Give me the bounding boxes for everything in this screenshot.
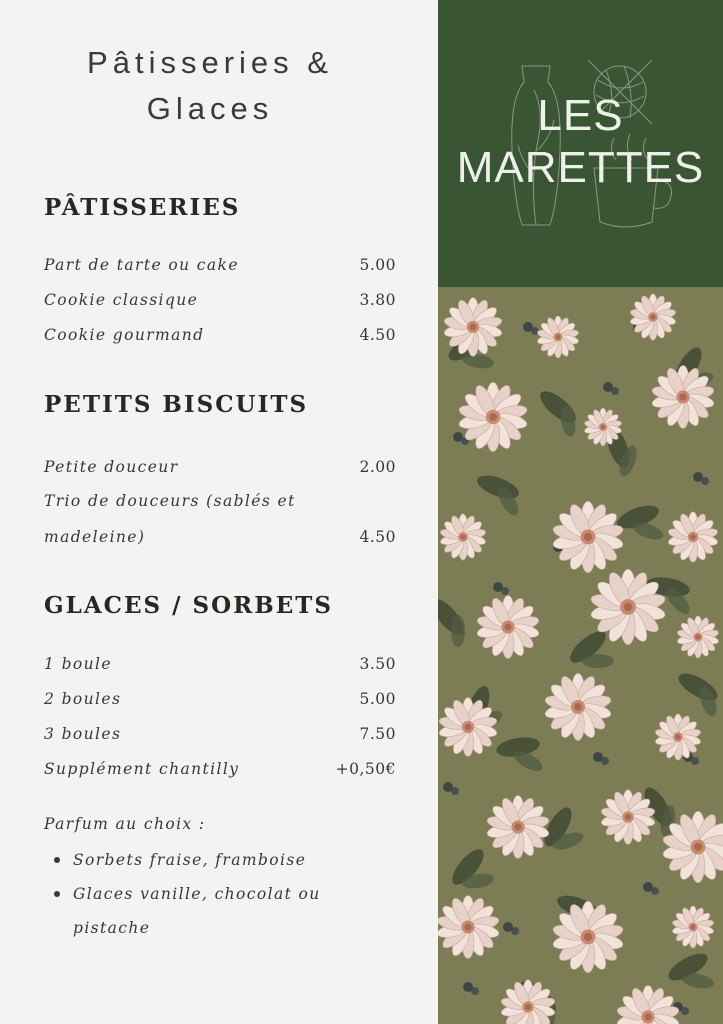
page-title (0, 40, 420, 132)
flavour-text-line-2: pistache (73, 919, 151, 937)
item-price: 5.00 (359, 690, 396, 708)
item-price: 2.00 (359, 458, 396, 476)
item-name: 1 boule (44, 655, 112, 673)
floral-pattern-icon (438, 287, 723, 1024)
section-title-glaces-sorbets: GLACES / SORBETS (44, 592, 333, 619)
bullet-dot-icon (54, 857, 60, 863)
item-name: Cookie gourmand (44, 326, 205, 344)
item-price: +0,50€ (335, 760, 396, 778)
section-title-patisseries: PÂTISSERIES (44, 194, 241, 221)
flavour-text: Sorbets fraise, framboise (73, 851, 307, 869)
brand-name-line-1: LES (537, 91, 624, 140)
item-price: 5.00 (359, 256, 396, 274)
item-name-line-2: madeleine) (44, 528, 146, 546)
menu-item (44, 455, 396, 479)
item-name: Cookie classique (44, 291, 199, 309)
flavour-item (50, 877, 390, 945)
item-name: Supplément chantilly (44, 760, 240, 778)
menu-item (44, 253, 396, 277)
brand-logo-panel (438, 0, 723, 287)
menu-item (44, 652, 396, 676)
item-price: 3.80 (359, 291, 396, 309)
item-price: 4.50 (359, 528, 396, 546)
menu-item (44, 323, 396, 347)
menu-item (44, 687, 396, 711)
flavour-item (50, 843, 390, 877)
item-price: 4.50 (359, 326, 396, 344)
page-title-line-1: Pâtisseries & (87, 45, 333, 80)
menu-item (44, 757, 396, 781)
item-name: Part de tarte ou cake (44, 256, 239, 274)
flavour-text-line-1: Glaces vanille, chocolat ou (73, 885, 321, 903)
page-title-line-2: Glaces (146, 91, 274, 126)
item-name: 3 boules (44, 725, 122, 743)
bullet-dot-icon (54, 891, 60, 897)
menu-item (44, 722, 396, 746)
section-title-petits-biscuits: PETITS BISCUITS (44, 391, 309, 418)
flavour-list (50, 843, 390, 945)
flavour-intro: Parfum au choix : (44, 815, 206, 833)
item-price: 3.50 (359, 655, 396, 673)
item-name-line-1: Trio de douceurs (sablés et (44, 492, 296, 510)
menu-item (44, 288, 396, 312)
brand-name-line-2: MARETTES (456, 143, 705, 192)
menu-item (44, 483, 396, 555)
item-name: Petite douceur (44, 458, 179, 476)
item-name: 2 boules (44, 690, 122, 708)
brand-name (438, 90, 723, 194)
floral-pattern-image (438, 287, 723, 1024)
item-price: 7.50 (359, 725, 396, 743)
